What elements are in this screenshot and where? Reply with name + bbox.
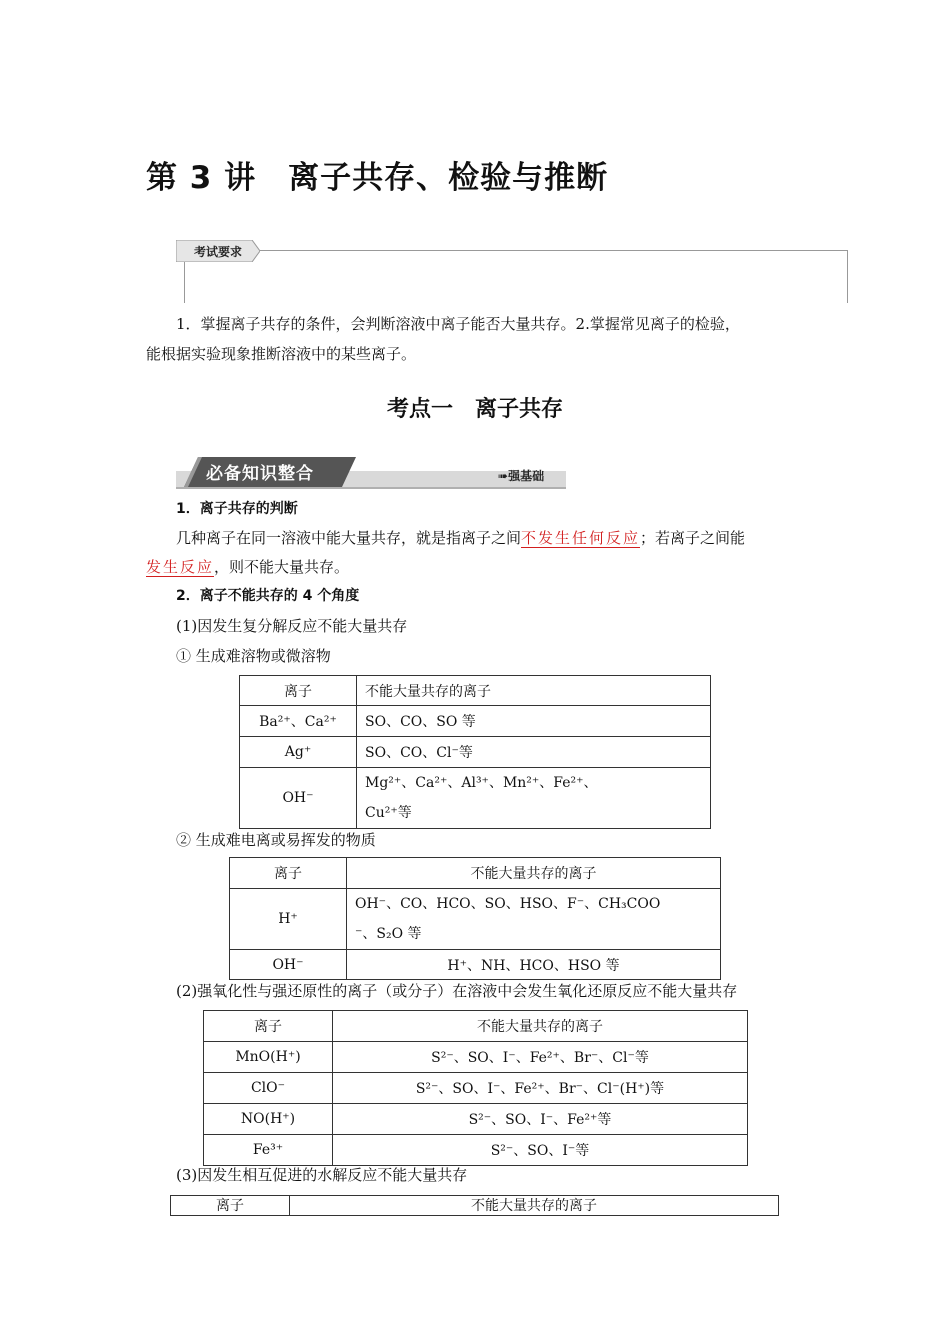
table-redox — [203, 1010, 748, 1166]
table-cell: SO、CO、SO 等 — [357, 706, 711, 737]
table-cell: Ag⁺ — [240, 737, 357, 768]
table-row — [240, 676, 711, 706]
table-header-ion: 离子 — [171, 1196, 290, 1216]
p1-blank-2: 发生反应 — [146, 558, 215, 576]
table-cell: NO(H⁺) — [204, 1104, 333, 1135]
table-row — [204, 1073, 748, 1104]
requirements-line-1: 1．掌握离子共存的条件，会判断溶液中离子能否大量共存。2.掌握常见离子的检验， — [176, 315, 740, 333]
table-cell: MnO(H⁺) — [204, 1042, 333, 1073]
requirements-box — [184, 250, 848, 303]
table-header-ion: 离子 — [230, 858, 347, 889]
table-cell: OH⁻ — [240, 768, 357, 829]
table-cell: S²⁻、SO、I⁻、Fe²⁺、Br⁻、Cl⁻等 — [333, 1042, 748, 1073]
p1-text-a: 几种离子在同一溶液中能大量共存，就是指离子之间 — [176, 529, 522, 547]
table-weak-electrolyte — [229, 857, 721, 980]
paragraph-1-line-2 — [146, 552, 349, 582]
table-cell: S²⁻、SO、I⁻、Fe²⁺、Br⁻、Cl⁻(H⁺)等 — [333, 1073, 748, 1104]
table-header-ion: 离子 — [204, 1011, 333, 1042]
p1-blank-1: 不发生任何反应 — [521, 529, 641, 547]
table-cell: S²⁻、SO、I⁻等 — [333, 1135, 748, 1166]
table-cell-line: Mg²⁺、Ca²⁺、Al³⁺、Mn²⁺、Fe²⁺、 — [365, 775, 598, 791]
table-cell: Fe³⁺ — [204, 1135, 333, 1166]
arrow-right-icon: ➠ — [498, 469, 509, 483]
heading-2: 2．离子不能共存的 4 个角度 — [176, 588, 360, 604]
table-cell-line: Cu²⁺等 — [365, 805, 412, 821]
banner-tag — [498, 467, 544, 484]
table-cell: OH⁻ — [230, 950, 347, 980]
paragraph-1-line-1 — [176, 523, 745, 553]
table-cell — [357, 768, 711, 829]
table-row — [240, 706, 711, 737]
table-row — [171, 1196, 779, 1216]
requirements-line-2: 能根据实验现象推断溶液中的某些离子。 — [146, 345, 417, 363]
table-row — [204, 1104, 748, 1135]
sub-heading-2-3: (3)因发生相互促进的水解反应不能大量共存 — [176, 1166, 468, 1184]
banner-label: 必备知识整合 — [206, 464, 314, 484]
table-row — [240, 768, 711, 829]
table-row — [240, 737, 711, 768]
table-header-ions-cannot-coexist: 不能大量共存的离子 — [290, 1196, 779, 1216]
table-row — [204, 1011, 748, 1042]
section-title: 考点一 离子共存 — [386, 397, 563, 422]
table-cell: H⁺、NH、HCO、HSO 等 — [347, 950, 721, 980]
banner-tag-text: 强基础 — [508, 469, 545, 483]
table-cell — [347, 889, 721, 950]
table-header-ions-cannot-coexist: 不能大量共存的离子 — [333, 1011, 748, 1042]
table-cell: Ba²⁺、Ca²⁺ — [240, 706, 357, 737]
table-cell-line: OH⁻、CO、HCO、SO、HSO、F⁻、CH₃COO — [355, 896, 661, 912]
table-row — [230, 858, 721, 889]
p1-text-b: ；若离子之间能 — [640, 529, 746, 547]
table-insoluble — [239, 675, 711, 829]
table-header-ions-cannot-coexist: 不能大量共存的离子 — [357, 676, 711, 706]
requirements-tab-label: 考试要求 — [194, 245, 243, 259]
sub-heading-2-1-a: ① 生成难溶物或微溶物 — [176, 647, 331, 665]
table-row — [230, 889, 721, 950]
table-hydrolysis — [170, 1195, 779, 1216]
sub-heading-2-1: (1)因发生复分解反应不能大量共存 — [176, 617, 408, 635]
p1-text-c: ，则不能大量共存。 — [214, 558, 350, 576]
table-cell-line: ⁻、S₂O 等 — [355, 926, 422, 942]
table-cell: SO、CO、Cl⁻等 — [357, 737, 711, 768]
table-cell: ClO⁻ — [204, 1073, 333, 1104]
table-row — [204, 1042, 748, 1073]
sub-heading-2-1-b: ② 生成难电离或易挥发的物质 — [176, 831, 376, 849]
table-cell: H⁺ — [230, 889, 347, 950]
heading-1: 1．离子共存的判断 — [176, 501, 298, 517]
table-header-ions-cannot-coexist: 不能大量共存的离子 — [347, 858, 721, 889]
sub-heading-2-2: (2)强氧化性与强还原性的离子（或分子）在溶液中会发生氧化还原反应不能大量共存 — [176, 982, 738, 1000]
page-title: 第 3 讲 离子共存、检验与推断 — [146, 160, 609, 196]
table-cell: S²⁻、SO、I⁻、Fe²⁺等 — [333, 1104, 748, 1135]
table-row — [230, 950, 721, 980]
table-header-ion: 离子 — [240, 676, 357, 706]
